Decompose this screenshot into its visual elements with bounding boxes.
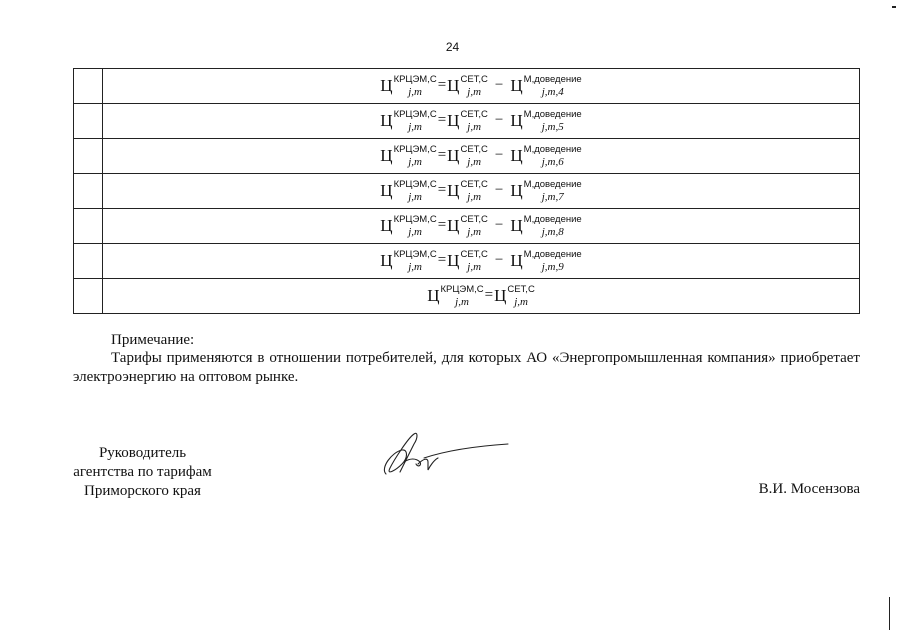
- formula-symbol: Ц: [380, 146, 393, 166]
- row-number-cell: [74, 174, 103, 209]
- minus-sign: −: [494, 182, 504, 199]
- formula-superscript: М,доведение: [523, 178, 582, 190]
- formula-term: [447, 248, 488, 274]
- formula-term: [510, 213, 582, 239]
- formula-indices: [523, 248, 582, 274]
- formula-row: [74, 139, 860, 174]
- formula-symbol: Ц: [380, 251, 393, 271]
- position-line: Руководитель: [98, 445, 187, 461]
- formula-indices: [460, 248, 488, 274]
- formula-indices: [393, 213, 437, 239]
- formula-subscript: j,m: [408, 226, 422, 239]
- formula-superscript: СЕТ,С: [460, 248, 488, 260]
- formula-row: [74, 104, 860, 139]
- note-text: Тарифы применяются в отношении потребителей, для которых АО «Энергопромышленная компания» приобретает электроэнергию на оптовом рынке.: [73, 350, 860, 385]
- formula-superscript: М,доведение: [523, 248, 582, 260]
- formula-superscript: КРЦЭМ,С: [393, 143, 437, 155]
- formula-term: [380, 108, 437, 134]
- formula-term: [447, 73, 488, 99]
- formula-subscript: j,m: [455, 296, 469, 309]
- formula-subscript: j,m,7: [541, 191, 564, 204]
- formula: [427, 283, 535, 309]
- formula: [380, 213, 582, 239]
- formula-cell: [103, 279, 860, 314]
- formula-symbol: Ц: [380, 216, 393, 236]
- formula-symbol: Ц: [510, 216, 523, 236]
- formula-term: [447, 108, 488, 134]
- handwritten-signature: [378, 428, 510, 486]
- formula-symbol: Ц: [447, 146, 460, 166]
- formula-indices: [440, 283, 484, 309]
- row-number-cell: [74, 139, 103, 174]
- formula-symbol: Ц: [380, 111, 393, 131]
- formula-row: [74, 174, 860, 209]
- formula-subscript: j,m,4: [541, 86, 564, 99]
- formula-term: [447, 143, 488, 169]
- formula-subscript: j,m: [467, 156, 482, 169]
- formula-indices: [460, 178, 488, 204]
- corner-scan-mark: [892, 6, 896, 8]
- formula-cell: [103, 69, 860, 104]
- signer-position: [60, 444, 225, 501]
- minus-sign: −: [494, 252, 504, 269]
- formula-indices: [523, 73, 582, 99]
- formula-symbol: Ц: [447, 111, 460, 131]
- minus-sign: −: [494, 147, 504, 164]
- equals-sign: =: [437, 182, 447, 199]
- formula-term: [447, 178, 488, 204]
- equals-sign: =: [437, 147, 447, 164]
- formula-superscript: СЕТ,С: [460, 213, 488, 225]
- row-number-cell: [74, 244, 103, 279]
- formula-subscript: j,m,5: [541, 121, 564, 134]
- formula-subscript: j,m: [408, 156, 422, 169]
- formula-subscript: j,m: [467, 226, 482, 239]
- equals-sign: =: [484, 287, 494, 304]
- formula-term: [510, 73, 582, 99]
- formula-indices: [460, 213, 488, 239]
- formula-indices: [460, 143, 488, 169]
- row-number-cell: [74, 209, 103, 244]
- formula: [380, 108, 582, 134]
- formula-superscript: КРЦЭМ,С: [393, 213, 437, 225]
- equals-sign: =: [437, 252, 447, 269]
- formula-subscript: j,m: [467, 86, 482, 99]
- formula-superscript: СЕТ,С: [460, 143, 488, 155]
- formula-cell: [103, 209, 860, 244]
- equals-sign: =: [437, 217, 447, 234]
- formula-term: [380, 178, 437, 204]
- formula-subscript: j,m: [467, 261, 482, 274]
- formula-indices: [460, 73, 488, 99]
- formula-superscript: КРЦЭМ,С: [440, 283, 484, 295]
- formula-symbol: Ц: [380, 76, 393, 96]
- formula-superscript: СЕТ,С: [460, 178, 488, 190]
- formula-indices: [460, 108, 488, 134]
- formula-indices: [523, 178, 582, 204]
- row-number-cell: [74, 69, 103, 104]
- formula-term: [380, 143, 437, 169]
- formula-subscript: j,m: [408, 261, 422, 274]
- formula-superscript: М,доведение: [523, 108, 582, 120]
- formula-superscript: КРЦЭМ,С: [393, 248, 437, 260]
- formula-indices: [507, 283, 535, 309]
- row-number-cell: [74, 104, 103, 139]
- minus-sign: −: [494, 112, 504, 129]
- formula: [380, 248, 582, 274]
- formula-symbol: Ц: [427, 286, 440, 306]
- position-line: Приморского края: [84, 483, 201, 499]
- formula-cell: [103, 174, 860, 209]
- formula-cell: [103, 139, 860, 174]
- formula-table: [73, 68, 860, 314]
- formula-indices: [393, 73, 437, 99]
- row-number-cell: [74, 279, 103, 314]
- formula-term: [494, 283, 535, 309]
- formula-term: [380, 73, 437, 99]
- formula-subscript: j,m: [408, 121, 422, 134]
- formula-superscript: КРЦЭМ,С: [393, 178, 437, 190]
- formula-symbol: Ц: [447, 181, 460, 201]
- formula-term: [447, 213, 488, 239]
- formula-symbol: Ц: [447, 251, 460, 271]
- formula-indices: [393, 248, 437, 274]
- formula-indices: [523, 213, 582, 239]
- formula-symbol: Ц: [380, 181, 393, 201]
- formula-superscript: М,доведение: [523, 73, 582, 85]
- note-label: Примечание:: [111, 332, 195, 348]
- formula-symbol: Ц: [447, 76, 460, 96]
- formula-subscript: j,m: [514, 296, 528, 309]
- formula-superscript: СЕТ,С: [460, 108, 488, 120]
- formula-subscript: j,m,6: [541, 156, 564, 169]
- formula-row: [74, 209, 860, 244]
- formula-indices: [393, 108, 437, 134]
- formula-term: [380, 213, 437, 239]
- page-number: 24: [445, 40, 460, 54]
- formula: [380, 178, 582, 204]
- formula-term: [510, 143, 582, 169]
- minus-sign: −: [494, 77, 504, 94]
- formula-symbol: Ц: [510, 76, 523, 96]
- formula-indices: [523, 108, 582, 134]
- equals-sign: =: [437, 77, 447, 94]
- formula-indices: [393, 178, 437, 204]
- formula-superscript: СЕТ,С: [507, 283, 535, 295]
- minus-sign: −: [494, 217, 504, 234]
- formula-indices: [393, 143, 437, 169]
- formula-symbol: Ц: [510, 111, 523, 131]
- formula-superscript: СЕТ,С: [460, 73, 488, 85]
- formula-superscript: КРЦЭМ,С: [393, 73, 437, 85]
- formula-superscript: М,доведение: [523, 143, 582, 155]
- formula-symbol: Ц: [510, 146, 523, 166]
- formula-term: [380, 248, 437, 274]
- formula-row: [74, 69, 860, 104]
- formula-subscript: j,m: [467, 121, 482, 134]
- formula-cell: [103, 244, 860, 279]
- formula-subscript: j,m: [408, 191, 422, 204]
- equals-sign: =: [437, 112, 447, 129]
- formula-subscript: j,m: [467, 191, 482, 204]
- formula-symbol: Ц: [447, 216, 460, 236]
- position-line: агентства по тарифам: [73, 464, 212, 480]
- formula: [380, 143, 582, 169]
- formula-subscript: j,m: [408, 86, 422, 99]
- formula-symbol: Ц: [494, 286, 507, 306]
- formula-row: [74, 244, 860, 279]
- formula-term: [510, 108, 582, 134]
- formula-row: [74, 279, 860, 314]
- formula-symbol: Ц: [510, 181, 523, 201]
- formula-indices: [523, 143, 582, 169]
- formula-term: [427, 283, 484, 309]
- formula-term: [510, 248, 582, 274]
- formula-subscript: j,m,8: [541, 226, 564, 239]
- formula: [380, 73, 582, 99]
- formula-cell: [103, 104, 860, 139]
- formula-term: [510, 178, 582, 204]
- signer-name: В.И. Мосензова: [758, 481, 860, 497]
- edge-scan-mark: [889, 597, 890, 630]
- formula-symbol: Ц: [510, 251, 523, 271]
- formula-subscript: j,m,9: [541, 261, 564, 274]
- formula-superscript: КРЦЭМ,С: [393, 108, 437, 120]
- formula-superscript: М,доведение: [523, 213, 582, 225]
